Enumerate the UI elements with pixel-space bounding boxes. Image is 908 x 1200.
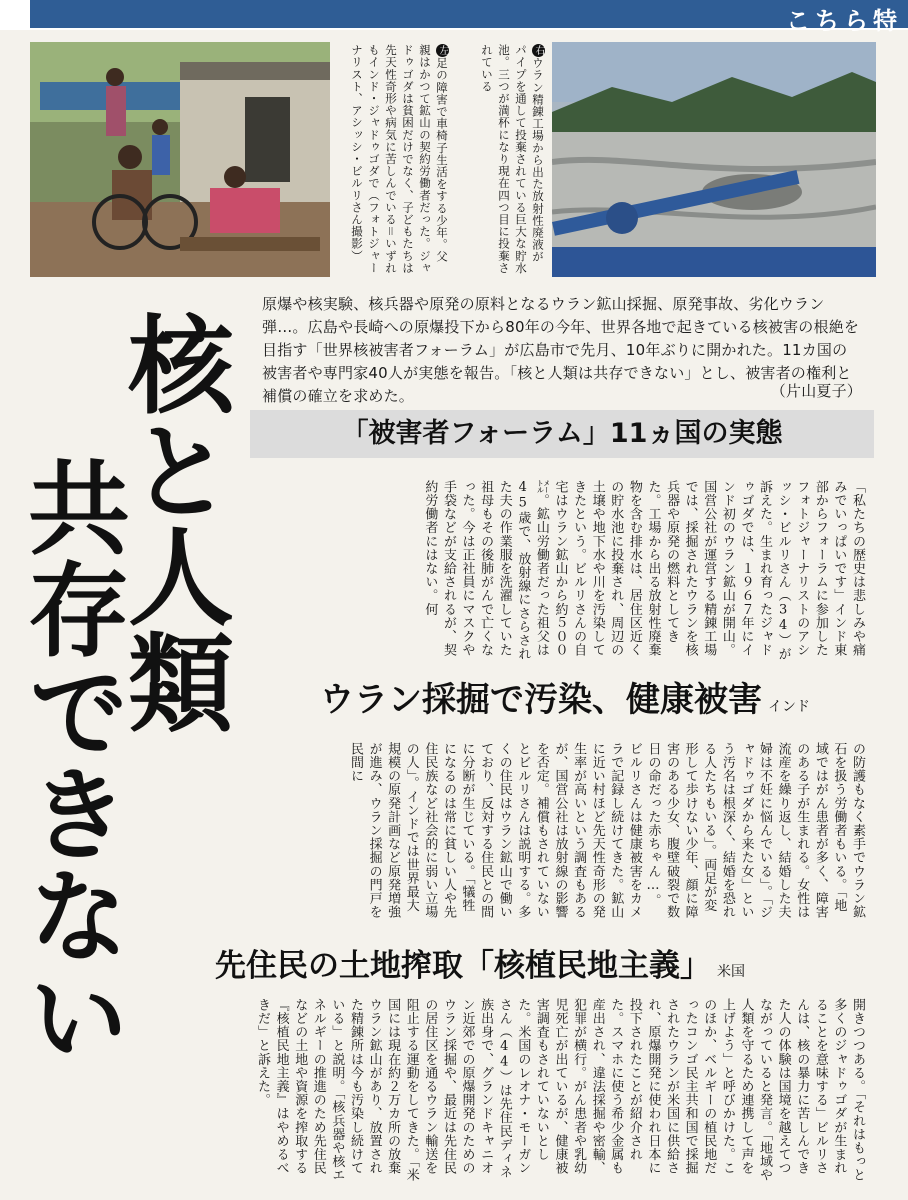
caption-left-text: 足の障害で車椅子生活をする少年。父親はかつて鉱山の契約労働者だった。ジャドゥゴダは貧困だけでなく、子どもたちは先天性奇形や病気に苦しんでいる＝いずれもインド・ジャドゥゴダで（フォトジャーナリスト、アシッシ・ビルリさん撮影） [350,44,449,274]
tag-india: インド [768,699,810,715]
photo-caption-left [338,44,450,274]
caption-right-mark: 右 [533,45,544,56]
caption-left-mark: 左 [437,45,448,56]
photo-boy-wheelchair [30,42,330,277]
caption-right-text: ウラン精錬工場から出た放射性廃液がパイプを通して投棄されている巨大な貯水池。三つが満杯になり現在四つ目に投棄されている [480,44,545,274]
section-title: こちら特 [786,7,902,35]
headline-line2: 共存できない [11,455,131,1067]
subhead-india-text: ウラン採掘で汚染、健康被害 [320,680,762,720]
tag-usa: 米国 [717,964,745,980]
lead-text: 原爆や核実験、核兵器や原発の原料となるウラン鉱山採掘、原発事故、劣化ウラン弾…。広島や長崎への原爆投下から80年の今年、世界各地で起きている核被害の根絶を目指す「世界核被害者フォーラム」が広島市で先月、10年ぶりに開かれた。11カ国の被害者や専門家40人が実態を報告。「核と人類は共存できない」とし、被害者の権利と補償の確立を求めた。 [262,295,860,405]
lead-paragraph [262,293,862,403]
subhead-india [320,672,810,721]
forum-title-box: 「被害者フォーラム」11ヵ国の実態 [250,410,874,458]
subhead-usa-text: 先住民の土地搾取「核植民地主義」 [215,948,711,984]
byline: （片山夏子） [770,382,862,400]
subhead-usa [215,940,745,985]
photo-caption-right [458,44,546,274]
article-section3-body: 開きつつある。「それはもっと多くのジャドゥゴダが生まれることを意味する」ビルリさんは、核の暴力に苦しんできた人の体験は国境を越えてつながっていると発言。「地域や人類を守るため連携して声を上げよう」と呼びかけた。このほか、ベルギーの植民地だったコンゴ民主共和国で採掘されたウランが米国に供給され、原爆開発に使われ日本に投下されたことが紹介された。スマホに使う希少金属も産出され、違法採掘や密輸、犯罪が横行。がん患者や乳幼児死亡が出ているが、健康被害調査もされていないとした。米国のレオナ・モーガンさん（44）は先住民ディネ族出身で、グランドキャニオン近郊での原爆開発のためのウラン採掘や、最近は先住民の居住区を通るウラン輸送を阻止する運動をしてきた。「米国には現在約２万カ所の放棄ウラン鉱山があり、放置された精錬所は今も汚染し続けている」と説明。「核兵器や核エネルギーの推進のため先住民などの土地や資源を搾取する『核植民地主義』はやめるべきだ」と訴えた。 [255,998,865,1182]
section-header-bar [30,0,908,35]
article-section2-body: の防護もなく素手でウラン鉱石を扱う労働者もいる。「地域ではがん患者が多く、障害のある子が生まれる。女性は流産を繰り返し、結婚した夫婦は不妊に悩んでいる」。「ジャドゥゴダから来た女」という汚名は根深く、結婚を恐れる人たちもいる」。両足が変形して歩けない少年、顔に障害のある少女、腹壁破裂で数日の命だった赤ちゃん…。ビルリさんは健康被害をカメラで記録し続けてきた。鉱山に近い村ほど先天性奇形の発生率が高いという調査もあるが、国営公社は放射線の影響を否定。補償もされていないとビルリさんは説明する。多くの住民はウラン鉱山で働いており、反対する住民との間に分断が生じている。「犠牲になるのは常に貧しい人や先住民族など社会的に弱い立場の人」。インドでは世界最大規模の原発計画など原発増強が進み、ウラン採掘の門戸を民間に [347,742,865,920]
photo-tailings-pond [552,42,876,277]
article-section1-body: 「私たちの歴史は悲しみや痛みでいっぱいです」インド東部からフォーラムに参加したフォトジャーナリストのアシッシ・ビルリさん（34）が訴えた。生まれ育ったジャドゥゴダでは、１９６７年にインド初のウラン鉱山が開山。国営公社が運営する精錬工場では、採掘されたウランを核兵器や原発の燃料としてきた。工場から出る放射性廃棄物を含む排水は、居住区近くの貯水池に投棄され、周辺の土壌や地下水や川を汚染してきたという。ビルリさんの自宅はウラン鉱山から約５００㍍。鉱山労働者だった祖父は45歳で、放射線にさらされた夫の作業服を洗濯していた祖母もその後肺がんで亡くなった。今は正社員にマスクや手袋などが支給されるが、契約労働者にはない。何 [422,480,865,661]
headline-line1: 核と人類 [111,310,236,734]
